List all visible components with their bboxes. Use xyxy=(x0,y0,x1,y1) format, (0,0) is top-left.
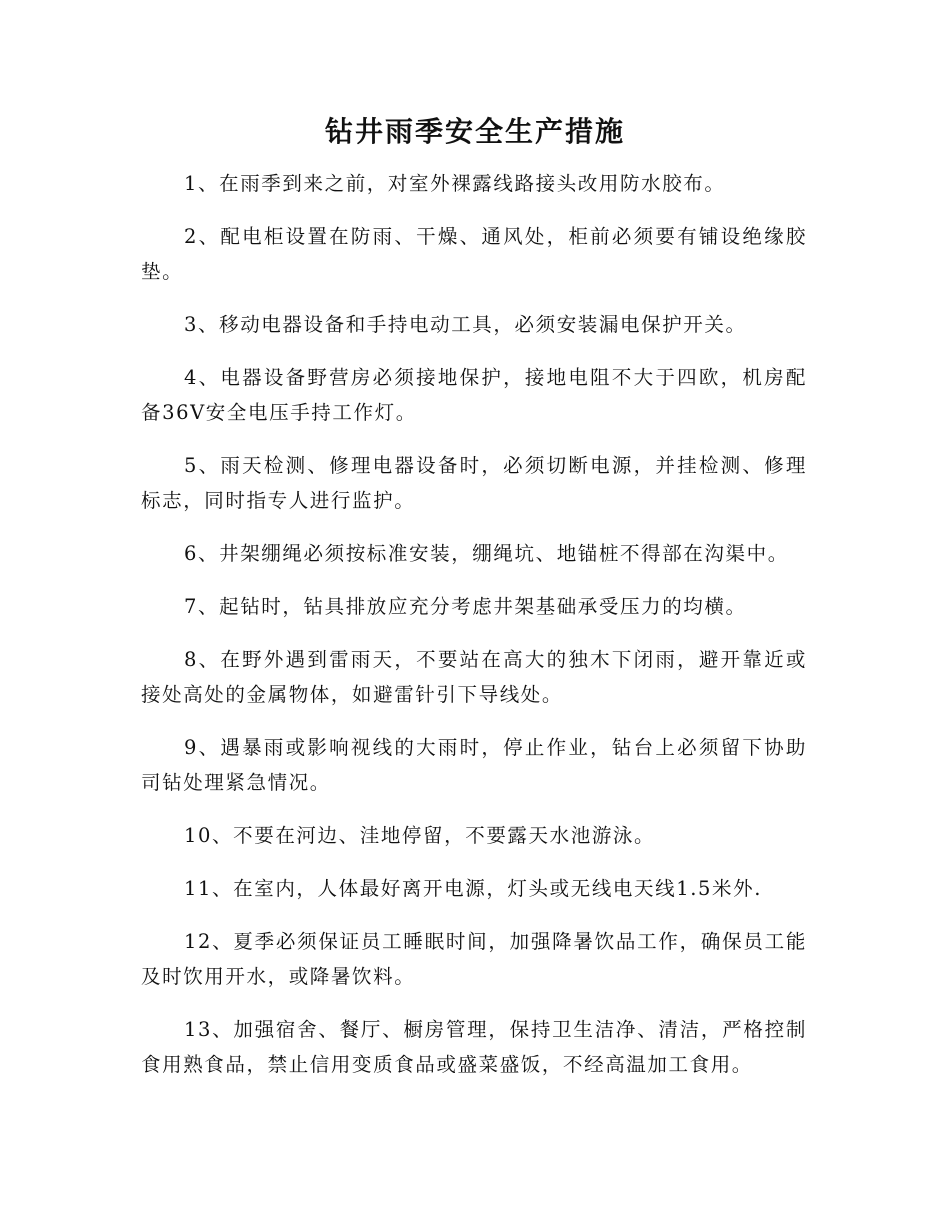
paragraph-1: 1、在雨季到来之前，对室外裸露线路接头改用防水胶布。 xyxy=(184,172,726,195)
paragraph-8: 8、在野外遇到雷雨天，不要站在高大的独木下闭雨，避开靠近或接处高处的金属物体，如避雷针引下导线处。 xyxy=(141,648,807,706)
paragraph-4: 4、电器设备野营房必须接地保护，接地电阻不大于四欧，机房配备36V安全电压手持工作灯。 xyxy=(141,366,807,424)
paragraph-13: 13、加强宿舍、餐厅、橱房管理，保持卫生洁净、清洁，严格控制食用熟食品，禁止信用变质食品或盛菜盛饭，不经高温加工食用。 xyxy=(141,1018,807,1076)
paragraph-6: 6、井架绷绳必须按标准安装，绷绳坑、地锚桩不得部在沟渠中。 xyxy=(184,542,789,565)
paragraph-10: 10、不要在河边、洼地停留，不要露天水池游泳。 xyxy=(184,824,656,847)
paragraph-12: 12、夏季必须保证员工睡眠时间，加强降暑饮品工作，确保员工能及时饮用开水，或降暑饮料。 xyxy=(141,930,807,988)
paragraph-5: 5、雨天检测、修理电器设备时，必须切断电源，并挂检测、修理标志，同时指专人进行监护。 xyxy=(141,454,807,512)
paragraph-9: 9、遇暴雨或影响视线的大雨时，停止作业，钻台上必须留下协助司钻处理紧急情况。 xyxy=(141,736,807,794)
paragraph-11: 11、在室内，人体最好离开电源，灯头或无线电天线1.5米外. xyxy=(184,877,763,900)
paragraph-3: 3、移动电器设备和手持电动工具，必须安装漏电保护开关。 xyxy=(184,313,747,336)
document-body xyxy=(141,166,807,1100)
paragraph-2: 2、配电柜设置在防雨、干燥、通风处，柜前必须要有铺设绝缘胶垫。 xyxy=(141,225,807,283)
paragraph-7: 7、起钻时，钻具排放应充分考虑井架基础承受压力的均横。 xyxy=(184,595,747,618)
document-title: 钻井雨季安全生产措施 xyxy=(324,115,625,148)
